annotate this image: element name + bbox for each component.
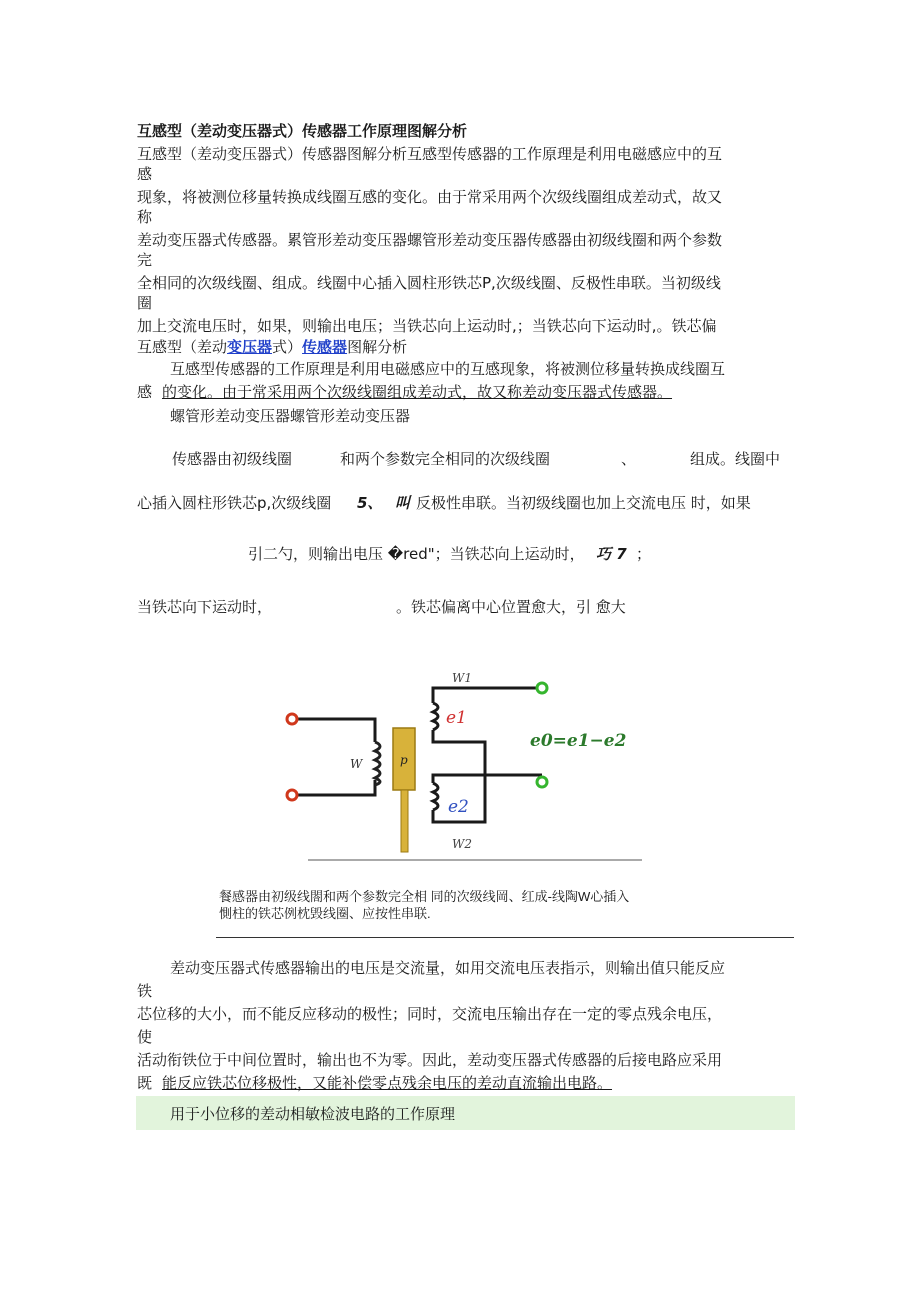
paragraph-line: 现象，将被测位移量转换成线圈互感的变化。由于常采用两个次级线圈组成差动式，故又 xyxy=(137,188,723,206)
sensor-link[interactable]: 传感器 xyxy=(302,338,348,356)
para3-text: 引二勺，则输出电压 �red"；当铁芯向上运动时， xyxy=(248,545,585,563)
label-w2: W2 xyxy=(452,837,472,851)
formula-label: e0=e1−e2 xyxy=(530,731,627,751)
label-w: W xyxy=(350,757,363,771)
repeat-title xyxy=(137,336,407,358)
para3-symbol: 巧 7 xyxy=(596,545,627,563)
repeat-title-text: 互感型（差动 xyxy=(137,338,228,356)
divider xyxy=(216,937,794,938)
paragraph-line: 使 xyxy=(137,1028,153,1046)
transformer-diagram xyxy=(280,660,660,875)
label-e2: e2 xyxy=(448,797,469,817)
paragraph-line: 活动衔铁位于中间位置时，输出也不为零。因此，差动变压器式传感器的后接电路应采用 xyxy=(137,1051,723,1069)
paragraph-line: 全相同的次级线圈、组成。线圈中心插入圆柱形铁芯P,次级线圈、反极性串联。当初级线 xyxy=(137,274,721,292)
document-title: 互感型（差动变压器式）传感器工作原理图解分析 xyxy=(137,122,468,140)
underlined-line: 的变化。由于常采用两个次级线圈组成差动式，故又称差动变压器式传感器。 xyxy=(162,383,673,401)
section-subtitle: 螺管形差动变压器螺管形差动变压器 xyxy=(170,407,411,425)
figure-caption: 餐感器由初级线閤和两个参数完全相 同的次级线岡、红成-线陶W心插入 xyxy=(219,889,630,904)
paragraph-line: 差动变压器式传感器输出的电压是交流量，如用交流电压表指示，则输出值只能反应 xyxy=(170,959,726,977)
paragraph-line: 既 xyxy=(137,1074,153,1092)
paragraph-line: 感 xyxy=(137,383,153,401)
paragraph-line: 互感型传感器的工作原理是利用电磁感应中的互感现象，将被测位移量转换成线圈互 xyxy=(170,360,726,378)
label-e1: e1 xyxy=(446,708,467,728)
para3-text: ； xyxy=(636,545,652,563)
para3-text: 、 xyxy=(621,450,637,468)
paragraph-line: 差动变压器式传感器。累管形差动变压器螺管形差动变压器传感器由初级线圈和两个参数 xyxy=(137,231,723,249)
underlined-line: 能反应铁芯位移极性，又能补偿零点残余电压的差动直流输出电路。 xyxy=(162,1074,613,1092)
para3-text: 和两个参数完全相同的次级线圈 xyxy=(340,450,551,468)
figure-caption: 惻柱的铁芯例枕毁线圈、应按性串联. xyxy=(219,906,431,921)
para3-text: 组成。线圈中 xyxy=(690,450,781,468)
para3-text: 心插入圆柱形铁芯p,次级线圈 xyxy=(137,494,332,512)
para3-text: 。铁芯偏离中心位置愈大，引 愈大 xyxy=(396,598,626,616)
paragraph-line: 称 xyxy=(137,208,153,226)
para3-text: 当铁芯向下运动时， xyxy=(137,598,273,616)
paragraph-line: 圈 xyxy=(137,294,153,312)
para3-symbol: 5、 xyxy=(357,494,383,512)
repeat-title-text: 式） xyxy=(272,338,303,356)
para3-text: 传感器由初级线圈 xyxy=(172,450,293,468)
paragraph-line: 感 xyxy=(137,165,153,183)
para3-text: 反极性串联。当初级线圈也加上交流电压 时，如果 xyxy=(416,494,751,512)
paragraph-line: 加上交流电压时，如果，则输出电压；当铁芯向上运动时,；当铁芯向下运动时,。铁芯偏 xyxy=(137,317,717,335)
label-w1: W1 xyxy=(452,671,472,685)
paragraph-line: 芯位移的大小，而不能反应移动的极性；同时，交流电压输出存在一定的零点残余电压， xyxy=(137,1005,723,1023)
label-p: p xyxy=(400,753,408,767)
para3-symbol: 叫 xyxy=(395,494,411,512)
repeat-title-text: 图解分析 xyxy=(347,338,408,356)
paragraph-line: 铁 xyxy=(137,982,153,1000)
transformer-link[interactable]: 变压器 xyxy=(227,338,273,356)
paragraph-line: 互感型（差动变压器式）传感器图解分析互感型传感器的工作原理是利用电磁感应中的互 xyxy=(137,145,723,163)
bottom-heading: 用于小位移的差动相敏检波电路的工作原理 xyxy=(170,1105,456,1123)
paragraph-line: 完 xyxy=(137,251,153,269)
